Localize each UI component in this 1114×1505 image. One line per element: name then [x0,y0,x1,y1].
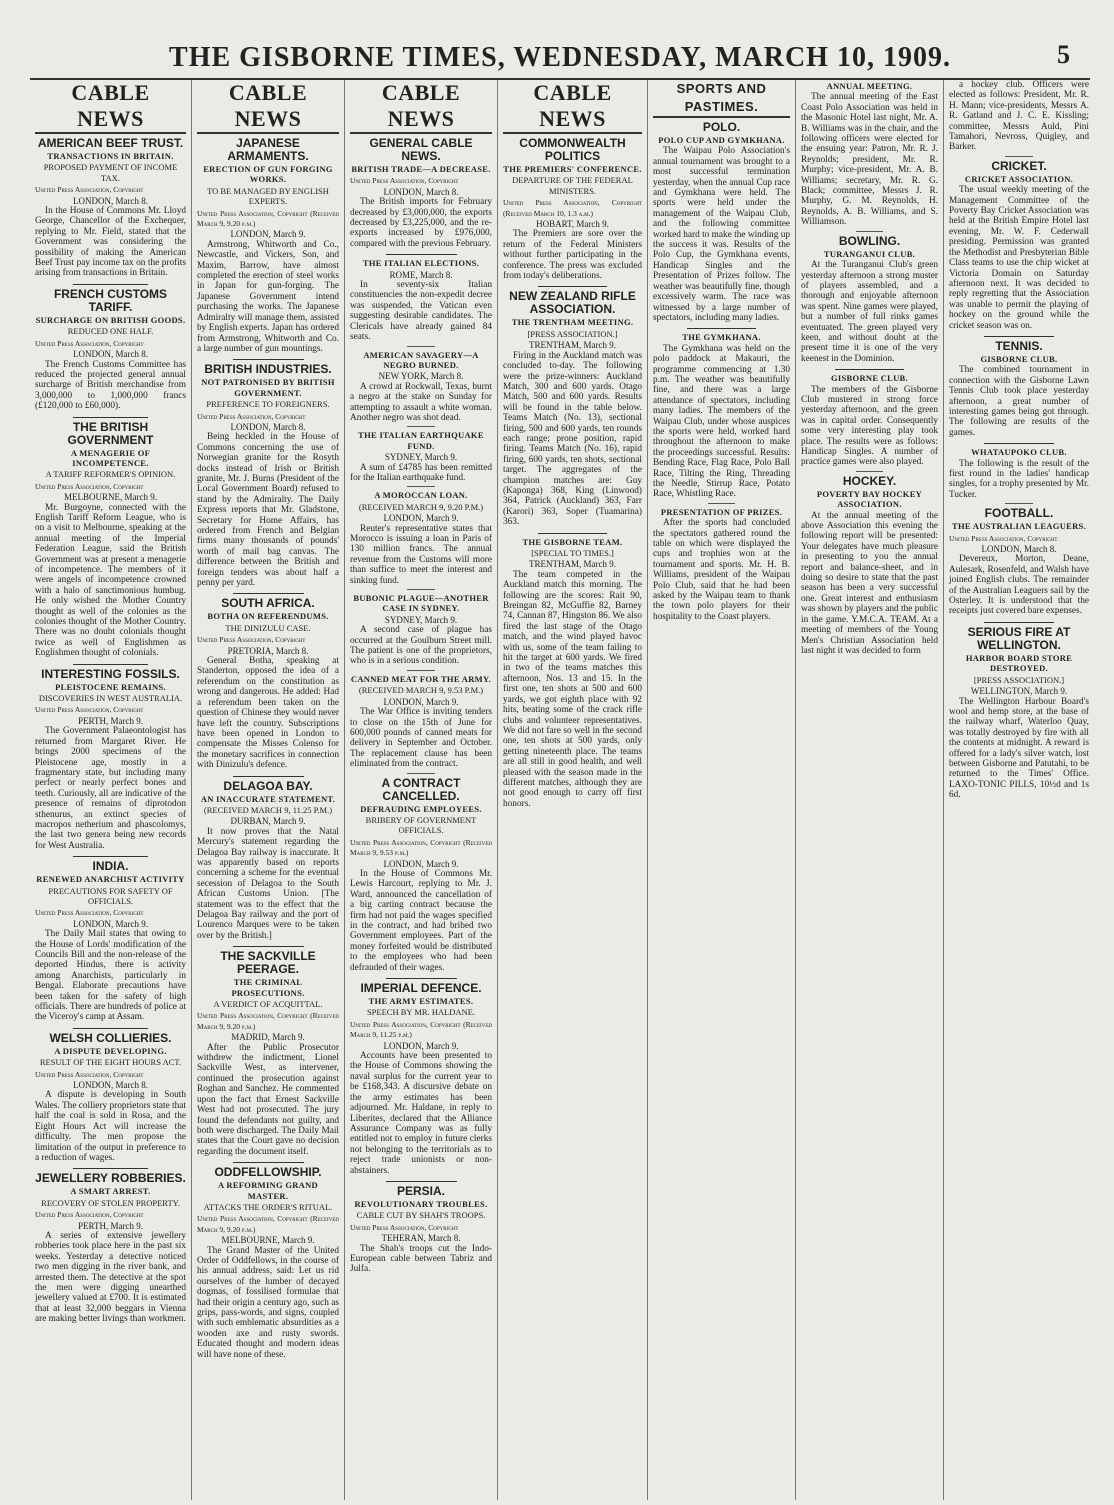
article-body [350,382,492,424]
column-1 [30,80,192,1500]
article-paragraph: The French Customs Committee has reduced the projected general annual surcharge of British merchandise from 3,000,000 to 1,000,000 francs (£120,000 to £60,000). [35,359,186,412]
press-agency-credit: United Press Association, Copyright (Received March 9, 9.20 p.m.) [197,1011,339,1031]
article [197,137,339,354]
article [503,290,642,527]
press-agency-credit: United Press Association, Copyright [35,1210,144,1220]
article-body [350,280,492,342]
article-heading: THE SACKVILLE PEERAGE. [220,949,316,977]
article-body [35,726,186,851]
divider-rule [386,1181,457,1182]
dateline: ROME, March 8. [389,269,453,280]
article-subheading-2: PRECAUTIONS FOR SAFETY OF OFFICIALS. [48,885,173,906]
article-heading: AMERICAN BEEF TRUST. [37,136,184,150]
article-subheading-2: SPEECH BY MR. HALDANE. [366,1007,476,1018]
article-subheading: ERECTION OF GUN FORGING WORKS. [203,164,333,185]
article [35,668,186,852]
article-subheading: PRESENTATION OF PRIZES. [660,506,783,517]
divider-rule [984,622,1054,623]
article-subheading-2: [PRESS ASSOCIATION.] [973,674,1065,685]
article-subheading: A SMART ARREST. [70,1186,151,1197]
dateline: LONDON, March 9. [383,858,459,869]
article-subheading: THE ARMY ESTIMATES. [368,996,474,1007]
article-paragraph: Accounts have been presented to the House of Commons showing the naval surplus for the current year to be £168,343. A discursive debate on the army estimates has been adjourned. Mr. Haldane, in reply to Liberites, declared that the Alliance Assurance Company was as fully entitled not to employ in future clerks not belonging to the territorials as to reject trade unionists or non-abstainers. [350,1051,492,1176]
divider-rule [407,589,435,590]
page-number: 5 [1057,40,1070,69]
divider-rule [835,369,904,370]
article-subheading: CANNED MEAT FOR THE ARMY. [350,673,492,684]
article-paragraph: In the House of Commons Mr. Lewis Harcourt, replying to Mr. J. Ward, announced the cancellation of a big carting contract because the firm had not paid the wages specified in the contract, and had bribed two Government employees. Part of the money forfeited would be distributed to the employees who had been defrauded of their wages. [350,868,492,973]
article-heading: FRENCH CUSTOMS TARIFF. [53,286,168,314]
divider-rule [407,346,435,347]
article-paragraph: At the annual meeting of the above Association this evening the following report will be presented: Your delegates have much pleasure in presenting to you the annual report and balance-sheet, and in doing so desire to state that the past season has been a very successful one. Great interest and enthusiasm was shown by players and the public in the game. Y.M.C.A. TEAM. At a meeting of members of the Young Men's Christian Association held last night it was decided to form [801,510,938,656]
article [801,475,938,657]
article-body [197,1246,339,1360]
article-subheading-2: PREFERENCE TO FOREIGNERS. [206,399,330,410]
press-agency-credit: United Press Association, Copyright (Received March 9, 9.53 p.m.) [350,837,492,858]
masthead-title: THE GISBORNE TIMES, WEDNESDAY, MARCH 10, 1909. [169,42,951,73]
article [197,950,339,1157]
article [197,780,339,942]
press-agency-credit: United Press Association, Copyright [350,176,459,186]
divider-rule [73,417,149,418]
article-subheading: THE ITALIAN ELECTIONS. [362,258,480,269]
article-paragraph: A second case of plague has occurred at the Goulburn Street mill. The patient is one of the proprietors, who is in a serious condition. [350,625,492,667]
dateline: LONDON, March 8. [73,195,148,206]
article-heading: IMPERIAL DEFENCE. [360,981,482,996]
article [35,137,186,279]
article-subheading-2: [SPECIAL TO TIMES.] [531,548,614,558]
press-agency-credit: United Press Association, Copyright [35,908,144,918]
article [653,332,790,500]
article-paragraph: A series of extensive jewellery robberies took place here in the past six weeks. Yesterday a detective noticed two men digging in the river bank, and arrested them. The detective at the spot the men were digging unearthed jewellery valued at £700. It is estimated that at least 32,000 beggars in Vienna are making better livings than workmen. [35,1230,186,1325]
article-body [949,459,1089,501]
article-subheading: TURANGANUI CLUB. [823,248,916,259]
article-body [197,432,339,588]
dateline: MELBOURNE, March 9. [221,1235,315,1246]
column-4 [498,80,648,1500]
article [653,507,790,622]
article-heading: ODDFELLOWSHIP. [214,1165,322,1180]
press-agency-credit: United Press Association, Copyright [35,705,144,715]
article-heading: PERSIA. [396,1183,445,1198]
article [35,288,186,412]
column-3 [345,80,498,1500]
article-paragraph: The Shah's troops cut the Indo-European cable between Tabriz and Julfa. [350,1243,492,1275]
article-paragraph: Armstrong, Whitworth and Co., Newcastle, and Vickers, Son, and Maxim, Barrow, have almost completed the erection of steel works in Japan for gun-forging. The Japanese Government intend purchasing the works. The Japanese Admiralty will manage them, assisted by English experts. Japan has ordered from Armstrong, Whitworth and Co. a large number of gun mountings. [197,239,339,354]
article-paragraph: The British imports for February decreased by £3,000,000, the exports decreased by £3,225,000, and the re-exports increased by £976,000, compared with the previous February. [350,197,492,249]
article-subheading: GISBORNE CLUB. [980,353,1058,364]
article-paragraph: The War Office is inviting tenders to close on the 15th of June for 600,000 pounds of canned meats for delivery in September and October. The replacement clause has been eliminated from the contract. [350,707,492,770]
article-subheading: RENEWED ANARCHIST ACTIVITY [36,874,185,885]
article-heading: GENERAL CABLE NEWS. [369,136,473,163]
article-heading: HOCKEY. [842,473,897,488]
divider-rule [407,486,435,487]
dateline: SYDNEY, March 9. [384,614,458,625]
article-body [949,554,1089,616]
article-subheading-2: (RECEIVED MARCH 9, 9.20 P.M.) [358,501,484,512]
article-body [801,511,938,657]
article [350,137,492,249]
article-subheading-2: CABLE CUT BY SHAH'S TROOPS. [356,1210,486,1221]
article [35,860,186,1023]
article [801,373,938,468]
press-agency-credit: United Press Association, Copyright (Received March 9, 11.25 p.m.) [350,1019,492,1040]
article-body [503,570,642,809]
article-body [503,351,642,528]
article-subheading: CRICKET ASSOCIATION. [964,173,1074,184]
article-subheading-2: RECOVERY OF STOLEN PROPERTY. [41,1197,180,1208]
dateline: LONDON, March 8. [230,421,306,432]
article-body [197,656,339,770]
dateline: HOBART, March 9. [536,219,609,230]
column-header: CABLE NEWS [35,80,186,134]
divider-rule [233,1162,304,1163]
article-heading: POLO. [702,120,741,134]
article-paragraph: The Grand Master of the United Order of Oddfellows, in the course of his annual address, said: Let us rid ourselves of the lumber of decayed dogmas, of fossilised formulae that had their origin a century ago, such as grips, pass-words, and signs, coupled with such emblematic absurdities as a wooden axe and rusty swords. Educated thought and modern ideas will have none of these. [197,1245,339,1360]
article-subheading: THE AUSTRALIAN LEAGUERS. [951,521,1087,532]
article-body [801,385,938,468]
press-agency-credit: United Press Association, Copyright [35,1069,144,1079]
dateline: PERTH, March 9. [78,715,143,726]
press-agency-credit: United Press Association, Copyright [35,338,144,348]
article [35,1032,186,1163]
column-header: CABLE NEWS [350,80,492,134]
dateline: LONDON, March 8. [73,1080,148,1091]
column-header: SPORTS AND PASTIMES. [653,80,790,118]
article-paragraph: The usual weekly meeting of the Management Committee of the Poverty Bay Cricket Association was held at the British Empire Hotel last evening, Mr. W. F. Cederwall presiding. Permission was granted the Methodist and Presbyterian Bible Class teams to use the chip wicket at Victoria Domain on Saturday afternoon next. It was decided to reply regretting that the Association was unable to permit the playing of hockey on the ground while the cricket season was on. [949,185,1089,331]
article [350,350,492,424]
article-heading: NEW ZEALAND RIFLE ASSOCIATION. [509,289,636,317]
divider-rule [233,776,304,777]
press-agency-credit: United Press Association, Copyright [350,1222,459,1232]
article-subheading: THE GYMKHANA. [682,332,761,343]
article-heading: COMMONWEALTH POLITICS [519,136,626,163]
article-subheading: SURCHARGE ON BRITISH GOODS. [35,314,186,325]
article-subheading-2: DEPARTURE OF THE FEDERAL MINISTERS. [512,175,633,196]
article [949,80,1089,153]
dateline: MADRID, March 9. [231,1032,305,1043]
article [35,421,186,659]
divider-rule [233,359,304,360]
article-subheading: A MOROCCAN LOAN. [374,490,468,501]
divider-rule [73,284,149,285]
article-body [350,625,492,667]
divider-rule [984,443,1054,444]
dateline: PRETORIA, March 8. [227,645,309,656]
column-5 [648,80,796,1500]
article-paragraph: After the sports had concluded the spectators gathered round the table on which were displayed the cups and trophies won at the tournament and sports. Mr. H. B. Williams, president of the Waipau Polo Club, said that he had been asked by the Waipau team to thank the town polo players for their hospitality to the Coast players. [653,518,790,622]
dateline: LONDON, March 9. [230,229,306,240]
dateline: PERTH, March 9. [78,1220,143,1231]
press-agency-credit: United Press Association, Copyright (Received March 9, 9.20 p.m.) [197,208,339,229]
article [949,507,1089,617]
column-header: CABLE NEWS [503,80,642,134]
divider-rule [386,978,457,979]
article-subheading-2: [PRESS ASSOCIATION.] [527,328,618,339]
divider-rule [73,664,149,665]
dateline: SYDNEY, March 9. [384,452,458,463]
article-heading: SERIOUS FIRE AT WELLINGTON. [967,624,1071,652]
article-subheading-2: ATTACKS THE ORDER'S RITUAL. [203,1201,333,1212]
article [350,1185,492,1275]
article-heading: FOOTBALL. [984,506,1054,521]
article-subheading: A MENAGERIE OF INCOMPETENCE. [70,447,151,468]
article-heading: WELSH COLLIERIES. [49,1030,172,1045]
article-subheading: REVOLUTIONARY TROUBLES. [354,1198,488,1209]
dateline: DURBAN, March 9. [230,816,306,827]
article-subheading-2: DISCOVERIES IN WEST AUSTRALIA. [38,693,183,704]
article-subheading-2: RESULT OF THE EIGHT HOURS ACT. [39,1057,182,1068]
article-subheading: THE CRIMINAL PROSECUTIONS. [231,977,305,998]
dateline: LONDON, March 8. [73,349,148,360]
divider-rule [687,328,756,329]
article-subheading: WHATAUPOKO CLUB. [971,447,1067,458]
article-subheading: THE GISBORNE TEAM. [522,536,623,547]
article-paragraph: The Daily Mail states that owing to the House of Lords' modification of the Councils Bill and the non-release of the deported Hindus, there is activity among Anarchists, particularly in Bengal. Elaborate precautions have been taken for the safety of high officials. There are hundreds of police at the Viceroy's camp at Assam. [35,929,186,1023]
press-agency-credit: United Press Association, Copyright [949,533,1058,543]
article-paragraph: At the Turanganui Club's green yesterday afternoon a strong muster of players assembled, and a thorough and enjoyable afternoon was spent. Nine games were played, but a number of full rinks games eventuated. The green played very keen, and without doubt at the present time it is one of the very keenest in the Dominion. [801,260,938,364]
article [197,363,339,588]
article [197,597,339,770]
article-body [949,697,1089,801]
article-subheading-2: A TARIFF REFORMER'S OPINION. [45,469,176,480]
article-paragraph: Devereux, Morton, Deane, Aulesark, Rosenfeld, and Walsh have joined English clubs. The remainder of the Australian Leaguers sail by the Osterley. It is understood that the receipts just covered bare expenses. [949,554,1089,617]
divider-rule [407,773,435,774]
divider-rule [407,670,435,671]
divider-rule [1005,156,1033,157]
article [350,258,492,342]
article-paragraph: The Wellington Harbour Board's wool and hemp store, at the base of the railway wharf, Waterloo Quay, was totally destroyed by fire with all the contents at midnight. A reward is offered for a lady's silver watch, lost between Gisborne and Patutahi, to be returned to the Times' Office. LAXO-TONIC PILLS, 10½d and 1s 6d. [949,696,1089,801]
article-body [949,365,1089,438]
article-paragraph: A sum of £4785 has been remitted for the Italian earthquake fund. [350,462,492,483]
article-subheading: PLEISTOCENE REMAINS. [55,681,166,692]
dateline: NEW YORK, March 8. [378,371,464,382]
article-paragraph: The Premiers are sore over the return of the Federal Ministers without further participating in the conference. The press was excluded from today's deliberations. [503,229,642,282]
press-agency-credit: United Press Association, Copyright [197,411,306,421]
article-body [350,463,492,484]
article-heading: INDIA. [92,859,129,874]
article-paragraph: A crowd at Rockwall, Texas, burnt a negro at the stake on Sunday for attempting to assault a white woman. Another negro was shot dead. [350,381,492,423]
article-subheading-2: PROPOSED PAYMENT OF INCOME TAX. [43,162,178,183]
dateline: LONDON, March 8. [981,544,1057,555]
article [503,137,642,281]
column-7 [944,80,1094,1500]
divider-rule [538,533,608,534]
article-paragraph: Mr. Burgoyne, connected with the English Tariff Reform League, who is on a visit to Melbourne, speaking at the annual meeting of the Imperial Federation League, said the British Government was at present a menagerie of incompetence. The members of it were angels of incompetence crowned with a halo of sanctimonious humbug. He only wished the Mother Country thought as well of the colonies as the colonies thought of the Mother Country. There was no doubt colonials thought twice as well of Englishmen as Englishmen thought of colonials. [35,502,186,659]
article [949,160,1089,331]
article-subheading-2: THE DINIZULU CASE. [225,622,311,633]
article-paragraph: A dispute is developing in South Wales. The colliery proprietors state that half the coal is sold in Rosa, and the Eight Hours Act will increase the difficulty. The men propose the limitation of the output in preference to a reduction of wages. [35,1090,186,1163]
article-subheading: ANNUAL MEETING. [826,81,913,91]
article-paragraph: Firing in the Auckland match was concluded to-day. The following were the prize-winners: Auckland Match, 300 and 600 yards. Otago Match, 500 and 600 yards. Results will be found in the table below. Teams Match (No. 13), sectional firing, 500 and 600 yards, ten rounds each range; prone position, rapid firing. Teams Match (No. 16), rapid firing, 600 yards, ten shots, sectional target. The aggregates of the champion matches are: Guy (Kaponga) 368, King (Linwood) 364, Patrick (Auckland) 363, Farr (Karori) 363, Soper (Tuamarina) 363. [503,350,642,528]
article-subheading: THE PREMIERS' CONFERENCE. [503,164,642,174]
article-paragraph: The annual meeting of the East Coast Polo Association was held in the Masonic Hotel last night, Mr. A. B. Williams was in the chair, and the following officers were elected for the ensuing year: Patron, Mr. R. J. Reynolds; president, Mr. R. Murphy; vice-president, Mr. A. B. Williams; secretary, Mr. R. G. Black; committee, Messrs J. R. Murphy, G. M. Reynolds, H. Reynolds, A. B. Williams, and S. Williamson. [801,92,938,228]
article-heading: A CONTRACT CANCELLED. [381,775,461,803]
article-body [35,360,186,412]
article-body [197,1043,339,1157]
article-body [801,260,938,364]
dateline: LONDON, March 8. [383,186,459,197]
article-body [197,827,339,941]
article [197,1166,339,1360]
dateline: TRENTHAM, March 9. [529,340,616,351]
article [801,81,938,228]
article-heading: THE BRITISH GOVERNMENT [67,419,154,447]
article [35,1172,186,1324]
article-subheading: GISBORNE CLUB. [831,373,908,384]
article-subheading-2: TO BE MANAGED BY ENGLISH EXPERTS. [207,185,329,207]
article [350,777,492,974]
article-paragraph: The Gymkhana was held on the polo paddock at Makauri, the programme commencing at 1.30 p.m. The weather was beautifully fine, and there was a large attendance of spectators, including many ladies. The members of the Waipau Club, under whose auspices the sports were held, worked hard throughout the afternoon to make the proceedings successful. Results: Bending Race, Flag Race, Polo Ball Race, Tilting the Ring, Threading the Needle, Stirrup Race, Potato Race, Whistling Race. [653,343,790,500]
column-6 [796,80,944,1500]
divider-rule [407,426,435,427]
article [350,593,492,667]
article-body [653,344,790,500]
article-body [350,707,492,769]
article-subheading: THE ITALIAN EARTHQUAKE FUND. [358,430,484,451]
article-subheading: BRITISH TRADE—A DECREASE. [351,164,491,174]
dateline: LONDON, March 9. [73,918,148,929]
article-subheading: DEFRAUDING EMPLOYEES. [360,803,482,814]
divider-rule [73,1168,149,1169]
article-subheading: A DISPUTE DEVELOPING. [54,1045,167,1056]
divider-rule [856,471,883,472]
article-heading: DELAGOA BAY. [223,778,313,793]
article-subheading: THE TRENTHAM MEETING. [511,317,634,328]
article-subheading: POVERTY BAY HOCKEY ASSOCIATION. [816,488,923,510]
divider-rule [538,286,608,287]
dateline: LONDON, March 9. [383,513,459,524]
article-paragraph: Reuter's representative states that Morocco is issuing a loan in Paris of 130 million francs. The annual revenue from the Customs will more than suffice to meet the interest and sinking fund. [350,523,492,586]
article-body [35,929,186,1023]
article [350,430,492,483]
dateline: TRENTHAM, March 9. [529,559,616,570]
article [949,340,1089,438]
article-body [35,1090,186,1163]
article-body [801,92,938,227]
article [350,674,492,770]
article-heading: BOWLING. [838,233,901,248]
article-paragraph: General Botha, speaking at Standerton, opposed the idea of a referendum on the constitution as wrong and dangerous. He added: Had a referendum been taken on the question of Chinese they would never have left the country. Subscriptions have been opened in London to compensate the Misses Colenso for the monetary sacrifices in connection with Dinizulu's defence. [197,656,339,771]
article-heading: JEWELLERY ROBBERIES. [35,1171,186,1186]
article-subheading-2: REDUCED ONE HALF. [67,326,154,337]
article-subheading: A REFORMING GRAND MASTER. [217,1180,318,1201]
divider-rule [386,254,457,255]
article-paragraph: In the House of Commons Mr. Lloyd George, Chancellor of the Exchequer, replying to Mr. Field, stated that the Government was considering the possibility of making the American Beef Trust pay income tax on the profits arising from transactions in Britain. [35,206,186,279]
press-agency-credit: United Press Association, Copyright [197,635,306,645]
divider-rule [856,231,883,232]
article-subheading: BUBONIC PLAGUE—ANOTHER CASE IN SYDNEY. [353,593,489,614]
article [350,490,492,586]
article-body [350,869,492,973]
divider-rule [984,336,1054,337]
divider-rule [73,1028,149,1029]
article-body [949,185,1089,331]
divider-rule [1005,503,1033,504]
article-subheading: AN INACCURATE STATEMENT. [200,793,336,804]
dateline: TEHERAN, March 8. [381,1233,461,1244]
divider-rule [73,856,149,857]
article-heading: JAPANESE ARMAMENTS. [227,136,309,163]
column-header: CABLE NEWS [197,80,339,134]
article-paragraph: a hockey club. Officers were elected as follows: President, Mr. R. H. Mann; vice-presidents, Messrs A. R. Gatland and J. C. E. Kissling; committee, Messrs Auld, Pini Tamahori, Nevross, Quigley, and Barker. [949,80,1089,153]
article-body [503,229,642,281]
article-subheading: AMERICAN SAVAGERY—A NEGRO BURNED. [363,349,479,370]
article-subheading: TRANSACTIONS IN BRITAIN. [47,151,174,161]
article-body [197,240,339,354]
article-subheading-2: A VERDICT OF ACQUITTAL. [213,999,323,1010]
article-body [949,80,1089,153]
article-subheading-2: (RECEIVED MARCH 9, 11.25 P.M.) [203,804,333,815]
article-paragraph: The following is the result of the first round in the ladies' handicap singles, for a trophy presented by Mr. Tucker. [949,458,1089,500]
divider-rule [233,593,304,594]
article-body [350,1244,492,1275]
article-heading: CRICKET. [991,158,1047,173]
column-2 [192,80,345,1500]
article-paragraph: The members of the Gisborne Club mustered in strong force yesterday afternoon, and the green was in capital order. Consequently some very interesting play took place. The results were as follows: Handicap Singles. A number of practice games were also played. [801,384,938,468]
press-agency-credit: United Press Association, Copyright (Received March 9, 9.20 p.m.) [197,1214,339,1234]
article-body [35,503,186,659]
article-heading: BRITISH INDUSTRIES. [204,362,332,377]
article-subheading: POLO CUP AND GYMKHANA. [658,135,785,145]
article-heading: SOUTH AFRICA. [221,596,315,611]
article-heading: INTERESTING FOSSILS. [41,666,180,681]
press-agency-credit: United Press Association, Copyright [35,481,144,491]
article-paragraph: The Government Palaeontologist has returned from Margaret River. He brings 2000 specimens of the Pleistocene age, mostly in a fragmentary state, but including many perfect or nearly perfect bones and teeth. Curiously, all are indicative of the presence of remains of diprotodon sthenurus, an extinct species of macropos netherium and phascolomys, the last two genera being new records for West Australia. [35,726,186,851]
article [801,235,938,364]
masthead [30,38,1090,80]
dateline: LONDON, March 9. [383,696,459,707]
article-subheading: BOTHA ON REFERENDUMS. [207,611,329,622]
dateline: WELLINGTON, March 9. [970,686,1068,697]
article-paragraph: The combined tournament in connection with the Gisborne Lawn Tennis Club took place yesterday afternoon, a great number of interesting games being got through. The following are results of the games. [949,365,1089,438]
article-subheading-2: (RECEIVED MARCH 9, 9.53 P.M.) [358,685,484,696]
article-body [35,1231,186,1325]
article-paragraph: The Waipau Polo Association's annual tournament was brought to a most successful termination yesterday, when the annual Cup race and Gymkhana were held. The sports were held under the management of the Waipau Club, and the following committee worked hard to make the winding up the success it was. Results of the Polo Cup, the Gymkhana events, Handicap Singles and the Presentation of Prizes follow. The weather was beautifully fine, though excessively warm. The race was witnessed by a large number of spectators, including many ladies. [653,146,790,323]
dateline: LONDON, March 9. [383,1040,459,1051]
press-agency-credit: United Press Association, Copyright [35,185,144,195]
article [949,447,1089,500]
divider-rule [233,946,304,947]
article-subheading: NOT PATRONISED BY BRITISH GOVERNMENT. [201,377,335,398]
press-agency-credit: United Press Association, Copyright (Received March 10, 1.3 a.m.) [503,198,642,218]
article [949,626,1089,801]
article-body [35,206,186,279]
article [653,121,790,323]
article [350,982,492,1176]
article-paragraph: Being heckled in the House of Commons concerning the use of Norwegian granite for the Rosyth docks instead of Irish or British granite, Mr. J. Burns (President of the Local Government Board) refused to stand by the Admiralty. The Daily Express reports that Mr. Gladstone, Secretary for Home Affairs, has ordered from French and Belgian firms many thousands of pounds' worth of mail bag canvas. The difference between the British and foreign tenders was about half a penny per yard. [197,432,339,589]
article-body [350,524,492,586]
article [503,537,642,810]
divider-rule [708,503,735,504]
article-paragraph: In seventy-six Italian constituencies the non-expedit decree was suspended, the Vatican even suggesting desirable candidates. The Clericals have already gained 84 seats. [350,280,492,343]
article-paragraph: The team competed in the Auckland match this morning. The following are the scores: Rait 90, Breingan 82, McGuffie 82, Barney 74, Cannan 87, Hingston 86. We also fired the last stage of the Otago match, and the wind played havoc with us, some of the team failing to hit the target at 600 yards. We fired in two of the teams matches this afternoon, Nos. 13 and 15. In the first one, ten shots at 500 and 600 yards, we got eighth place with 92 hits, beating some of the crack rifle clubs and volunteer representatives. We did not fare so well in the second one, ten shots at 500 yards, only getting nineteenth place. The teams are all still in good health, and well pleased with the season made in the different matches, although they are not good enough to carry off first honors. [503,569,642,809]
article-paragraph: After the Public Prosecutor withdrew the indictment, Lionel Sackville West, as intervener, continued the prosecution against Roghan and Sanchez. He commented upon the fact that Ernest Sackville West had not prosecuted. The jury found the defendants not guilty, and both were discharged. The Daily Mail states that the Court gave no decision regarding the document itself. [197,1042,339,1157]
article-body [350,1051,492,1176]
article-body [653,146,790,323]
article-body [653,518,790,622]
article-body [350,197,492,249]
article-subheading-2: BRIBERY OF GOVERNMENT OFFICIALS. [365,814,477,836]
dateline: MELBOURNE, March 9. [64,492,157,503]
article-heading: TENNIS. [995,338,1043,353]
article-subheading: HARBOR BOARD STORE DESTROYED. [965,652,1073,674]
article-paragraph: It now proves that the Natal Mercury's statement regarding the Delagoa Bay railway is inaccurate. It was apparently based on reports concerning a scheme for the eventual secession of Delagoa to the South African Customs Union. [The statement was to the effect that the Delagoa Bay railway and the port of Lourenco Marques were to be taken over by the British.] [197,826,339,941]
